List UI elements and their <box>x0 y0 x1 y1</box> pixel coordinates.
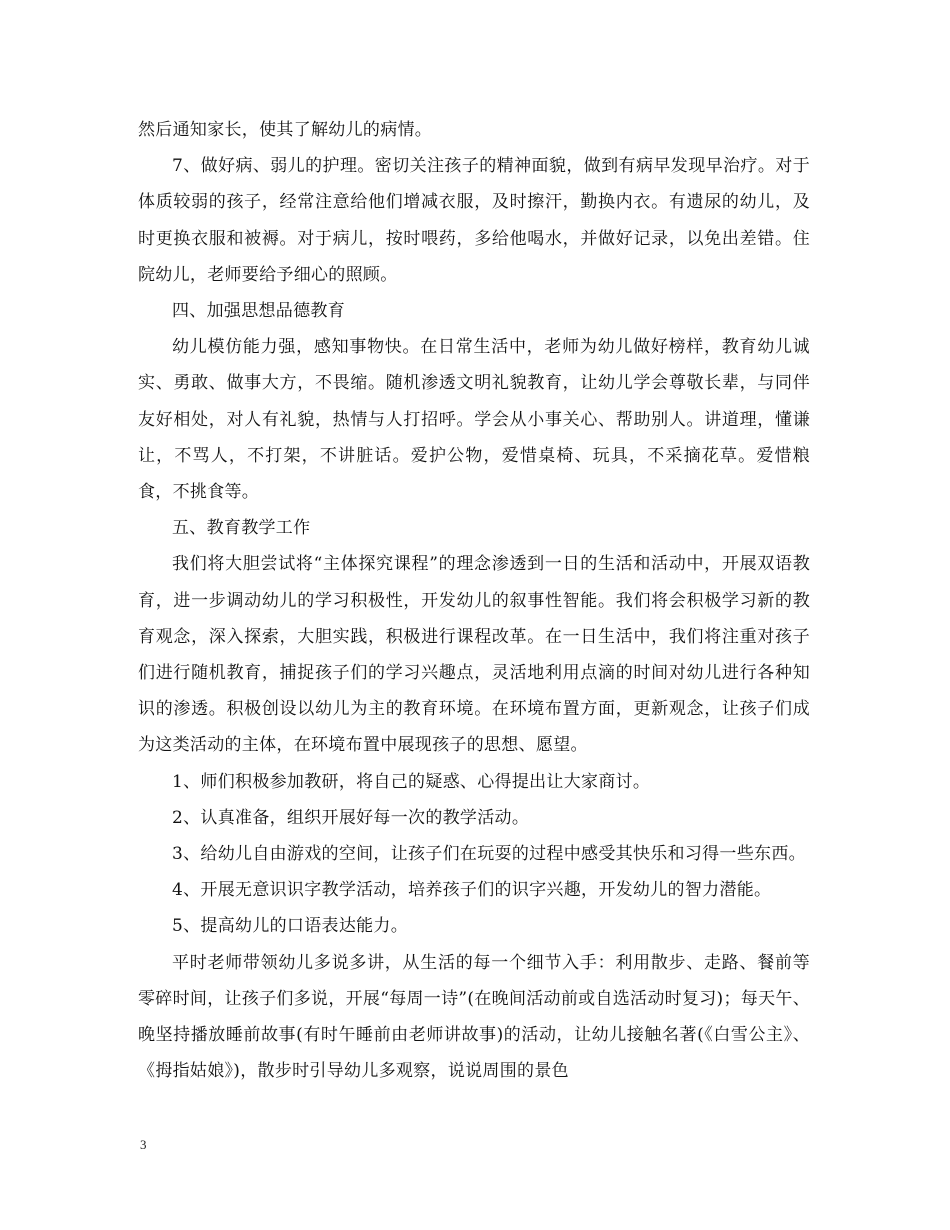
list-item: 5、提高幼儿的口语表达能力。 <box>172 916 409 937</box>
page-number: 3 <box>140 1137 147 1152</box>
paragraph: 然后通知家长，使其了解幼儿的病情。 <box>138 120 433 140</box>
list-item: 2、认真准备，组织开展好每一次的教学活动。 <box>172 807 530 828</box>
paragraph: 幼儿模仿能力强，感知事物快。在日常生活中，老师为幼儿做好榜样，教育幼儿诚实、勇敢、做事大方，不畏缩。随机渗透文明礼貌教育，让幼儿学会尊敬长辈，与同伴友好相处，对人有礼貌，热情与人打招呼。学会从小事关心、帮助别人。讲道理，懂谦让，不骂人，不打架，不讲脏话。爱护公物，爱惜桌椅、玩具，不采摘花草。爱惜粮食，不挑食等。 <box>138 337 810 503</box>
list-item: 1、师们积极参加教研，将自己的疑惑、心得提出让大家商讨。 <box>172 771 651 792</box>
paragraph: 我们将大胆尝试将“主体探究课程”的理念渗透到一日的生活和活动中，开展双语教育，进一步调动幼儿的学习积极性，开发幼儿的叙事性智能。我们将会积极学习新的教育观念，深入探索，大胆实践，积极进行课程改革。在一日生活中，我们将注重对孩子们进行随机教育，捕捉孩子们的学习兴趣点，灵活地利用点滴的时间对幼儿进行各种知识的渗透。积极创设以幼儿为主的教育环境。在环境布置方面，更新观念，让孩子们成为这类活动的主体，在环境布置中展现孩子的思想、愿望。 <box>138 554 810 756</box>
paragraph: 7、做好病、弱儿的护理。密切关注孩子的精神面貌，做到有病早发现早治疗。对于体质较弱的孩子，经常注意给他们增减衣服，及时擦汗，勤换内衣。有遗尿的幼儿，及时更换衣服和被褥。对于病儿，按时喂药，多给他喝水，并做好记录，以免出差错。住院幼儿，老师要给予细心的照顾。 <box>138 156 810 285</box>
list-item: 3、给幼儿自由游戏的空间，让孩子们在玩耍的过程中感受其快乐和习得一些东西。 <box>172 844 806 865</box>
list-item: 4、开展无意识识字教学活动，培养孩子们的识字兴趣，开发幼儿的智力潜能。 <box>172 880 772 901</box>
paragraph: 平时老师带领幼儿多说多讲，从生活的每一个细节入手：利用散步、走路、餐前等零碎时间，让孩子们多说，开展“每周一诗”(在晚间活动前或自选活动时复习)；每天午、晚坚持播放睡前故事(有时午睡前由老师讲故事)的活动，让幼儿接触名著(《白雪公主》、《拇指姑娘》)，散步时引导幼儿多观察，说说周围的景色 <box>138 952 810 1082</box>
section-heading: 四、加强思想品德教育 <box>172 301 345 322</box>
body-text <box>138 112 810 1089</box>
section-heading: 五、教育教学工作 <box>172 518 311 539</box>
